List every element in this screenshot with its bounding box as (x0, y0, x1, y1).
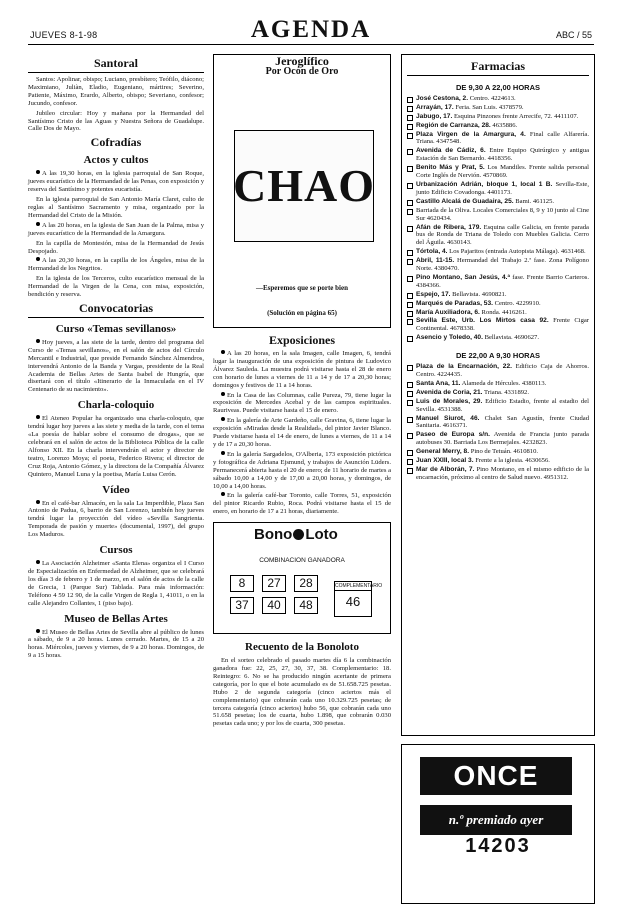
pharmacy-item (407, 300, 589, 308)
pharmacy-address: Juan XXIII, local 3. (416, 457, 474, 465)
pharmacy-address: Luis de Morales, 29. (416, 397, 483, 405)
pharmacy-item (407, 131, 589, 147)
pharmacy-address: Manuel Siurot, 46. (416, 414, 480, 422)
santoral-text: Santos: Apolinar, obispo; Luciano, presbítero; Teófilo, diácono; Maximiano, Juliàn, Eladio, Eugeniano, mártires; Severino, Patiente, Máximo, Erardo, Alberto, obispo; Severiano, confesor; Jucundo, confesor. (28, 76, 204, 107)
pharmacy-address: Mar de Alborán, 7. (416, 465, 475, 473)
pharmacy-item (407, 104, 589, 112)
pharmacy-details: Centro. 4229910. (494, 299, 541, 307)
expo-item: En la galería de Arte Gardeño, calle Gravina, 6, tiene lugar la exposición «Miradas desde la Realidad», del pintor Javier Blanco. Puede visitarse hasta el 14 de enero, de lunes a viernes, de 11 a 14 y de 17 a 20,30 horas. (213, 417, 391, 448)
pharmacy-details: Barriada de la Oliva. Locales Comerciales 8, 9 y 10 junto al Cine Sur 4620434. (416, 206, 589, 222)
pharmacy-item (407, 274, 589, 290)
pharmacy-address: José Cestona, 2. (416, 94, 469, 102)
column-santoral (28, 54, 204, 662)
pharmacy-item (407, 224, 589, 248)
combinacion-label: COMBINACION GANADORA (259, 557, 345, 565)
pharmacy-details: Avenida de Francia junto parada autobuses 30. Barriada Los Bermejales. 4232823. (416, 431, 589, 447)
once-logo: ONCE (420, 757, 572, 795)
acto-item: A las 20,30 horas, en la capilla de los Ángeles, misa de la Hermandad de los Negritos. (28, 257, 204, 273)
pharmacy-item (407, 389, 589, 397)
recuento-text: En el sorteo celebrado el pasado martes día 6 la combinación ganadora fue: 22, 25, 27, 30, 37, 38. Complementario: 18. Reintegro: 6. No se ha producido ningún acertante de primera categoría, por lo que el bote acumulado es de 51.658.725 pesetas. Hubo 2 de segunda categoría (cinco aciertos más el complementario) que cobrarán cada uno 10.329.725 pesetas; de tercera categoría (cinco aciertos) hubo 56, que cobrarán cada uno 51.658 pesetas; los de cuarta, hubo 1.898, que cobrarán 0.030 pesetas cada uno; y por los de cuarta, 300 pesetas. (213, 657, 391, 728)
charla-text: El Ateneo Popular ha organizado una charla-coloquio, que tendrá lugar hoy jueves a las siete y media de la tarde, con el tema «La poesía de hablar sobre el consumo de drogas», que se celebrará en el salón de actos de la Biblioteca Pública de la calle Alfonso XII. En la charla intervendrán el actor y director de teatro, Lorenzo Moya; el poeta, Federico Rivera; el director de Cruz Roja, Antonio Gómez, y la directora de la Compañía Álvarez Quintero, Manuel Luna y la poetisa, María Luisa Cerón. (28, 415, 204, 478)
winning-number: 37 (230, 597, 254, 614)
pharmacy-item (407, 466, 589, 482)
pharmacy-details: Los Mandiles. Frente salida personal Corte Inglés de Nervión. 4570869. (416, 164, 589, 180)
video-text: En el café-bar Almacén, en la sala La Imperdible, Plaza San Antonio de Padua, 6, barrio de San Lorenzo, también hoy jueves tendrá lugar la proyección del vídeo «Sevilla Sangrienta. Temporada de pasión y muerte» (documental, 1997), del grupo Los Maduros. (28, 499, 204, 539)
pharmacy-details: Los Pajaritos (entrada Autopista Málaga). 4631468. (449, 248, 586, 256)
pharmacy-details: Feria. San Luis. 4378579. (455, 103, 524, 111)
pharmacy-address: Tórtola, 4. (416, 248, 448, 256)
pharmacy-item (407, 122, 589, 130)
pharmacy-details: Hermandad del Trabajo 2.ª fase. Zona Polígono Norte. 4380470. (416, 257, 590, 273)
section-title: AGENDA (250, 16, 372, 43)
pharmacy-address: Asencio y Toledo, 40. (416, 334, 483, 342)
jeroglifico-box (213, 54, 391, 328)
pharmacy-item (407, 398, 589, 414)
recuento-heading: Recuento de la Bonoloto (245, 641, 359, 654)
actos-heading: Actos y cultos (83, 154, 149, 167)
curso-heading: Curso «Temas sevillanos» (55, 322, 177, 335)
pharmacy-address: Avenida de Cádiz, 6. (416, 147, 486, 155)
pharmacy-details: Frente Cigar Continental. 4678338. (416, 317, 589, 333)
cursos-heading: Cursos (99, 544, 133, 557)
page-number: ABC / 55 (555, 30, 592, 40)
pharmacy-details: Pino Montano, en el mismo edificio de la encarnación, próximo al centro de Salud nuevo. 4951312. (416, 465, 589, 481)
acto-item: A las 19,30 horas, en la iglesia parroquial de San Roque, jueves eucarístico de la Hermandad de las Penas, con exposición y reserva del Santísimo y potentes eucaristía. (28, 170, 204, 194)
pharmacy-item (407, 198, 589, 206)
pharmacy-address: Pino Montano, San Jesús, 4.ª (416, 273, 510, 281)
pharmacy-details: Frente a la iglesia. 4630656. (475, 457, 550, 465)
pharmacy-item (407, 415, 589, 431)
farmacias-night-heading: DE 22,00 A 9,30 HORAS (455, 351, 541, 361)
pharmacy-address: Espejo, 17. (416, 290, 451, 298)
column-jeroglifico (213, 54, 391, 730)
pharmacy-address: Abril, 11-15. (416, 257, 455, 265)
pharmacy-item (407, 309, 589, 317)
pharmacy-details: Esquina Pinzones frente Arrecife, 72. 4411107. (453, 112, 579, 120)
pharmacy-details: Entre Equipo Quirúrgico y antigua Estación de San Bernardo. 4418356. (416, 147, 590, 163)
page-header (28, 18, 594, 45)
jeroglifico-caption: —Esperemos que se porte bien (255, 284, 349, 292)
cursos-text: La Asociación Alzheimer «Santa Elena» organiza el I Curso de Especialización en Enfermedad de Alzheimer, que se celebrará los días 3 de febrero y 1 de marzo, en el salón de actos de la calle de Grecia, 1 (Parque Sur) Tablada. Para más información: Teléfono 4 59 12 90, de la calle Virgen de Regla 1, 41011, o en la calle Alejandro Collantes, 1 (piso bajo). (28, 560, 204, 607)
acto-item: En la capilla de Montesión, misa de la Hermandad de Jesús Despojado. (28, 239, 204, 255)
pharmacy-address: Benito Más y Prat, 5. (416, 164, 485, 172)
winning-number: 8 (230, 575, 254, 592)
jeroglifico-solution: (Solución en página 65) (267, 309, 337, 317)
museo-text: El Museo de Bellas Artes de Sevilla abre al público de lunes a sábado, de 9 a 20 horas. Lunes cerrado. Martes, de 15 a 20 horas. Miércoles, jueves y viernes, de 9 a 20 horas. Domingos, de 9 a 15 horas. (28, 628, 204, 660)
expo-item: En la galería Sargadelos, O'Alberia, 173 exposición pictórica y fotográfica de Adriana Ejsmund, y trabajos de Asunción Lüders. Permanecerá abierta hasta el 20 de enero; de 11 horario de martes a sábado 10,00 a 14,00 y de 17,00 a 20,00 horas, y domingos, de 10,00 a 14,00 horas. (213, 450, 391, 490)
pharmacy-details: Alameda de Hércules. 4380113. (461, 379, 547, 387)
winning-number: 28 (294, 575, 318, 592)
pharmacy-details: Ronda. 4416261. (481, 308, 527, 316)
expo-item: A las 20 horas, en la sala Imagen, calle Imagen, 6, tendrá lugar la inauguración de una exposición de pintura de Ludovico Álvarez Sauleda. La muestra podrá visitarse hasta el 28 de enero con horario de lunes a viernes de 11 a 14 y de 17 a 20,30 horas; domingos y festivos de 11 a 14 horas. (213, 350, 391, 389)
expo-item: En la galería café-bar Toronto, calle Torres, 51, exposición del pintor Ricardo Rubio, Roca. Podrá visitarse hasta el 15 de enero, en horario de 17 a 21 horas, diariamente. (213, 492, 391, 516)
pharmacy-address: Jabugo, 17. (416, 112, 453, 120)
video-heading: Vídeo (102, 483, 130, 496)
museo-heading: Museo de Bellas Artes (64, 612, 168, 625)
pharmacy-details: Bami. 461125. (515, 197, 555, 205)
pharmacy-item (407, 257, 589, 273)
pharmacy-details: Esquina calle Galicia, en frente parada bus de Ronda de Triana de Toledo con Muebles Galicia. Cerro del Águila. 4630143. (416, 223, 589, 247)
pharmacy-details: Bellavista. 4690627. (484, 334, 539, 342)
cofradias-heading: Cofradías (90, 135, 142, 150)
pharmacy-item (407, 431, 589, 447)
expo-item: En la Casa de las Columnas, calle Pureza, 79, tiene lugar la exposición de Mercedes Acebal y de las campos espirituales. Rauriveas. Puede visitarse hasta el 15 de enero. (213, 391, 391, 415)
farmacias-day-heading: DE 9,30 A 22,00 HORAS (455, 83, 541, 92)
pharmacy-address: General Merry, 8. (416, 448, 470, 456)
pharmacy-address: Avenida de Coria, 21. (416, 388, 483, 396)
pharmacy-details: Edificio Caja de Ahorros. Centro. 4224435. (416, 363, 589, 378)
complementario-value: 46 (345, 594, 361, 610)
farmacias-box (401, 54, 595, 736)
issue-date: JUEVES 8-1-98 (30, 30, 98, 40)
pharmacy-item (407, 207, 589, 223)
once-winning-number: 14203 (465, 835, 531, 857)
acto-item: En la iglesia de los Terceros, culto eucarístico mensual de la Hermandad de la Virgen de la Cena, con misa, exposición, bendición y reserva. (28, 275, 204, 299)
pharmacy-item (407, 164, 589, 180)
pharmacy-details: Centro. 4224613. (469, 94, 516, 102)
pharmacy-address: Santa Ana, 11. (416, 379, 461, 387)
column-farmacias (401, 54, 595, 904)
pharmacy-item (407, 291, 589, 299)
pharmacy-details: Triana. 4331892. (483, 388, 529, 396)
pharmacy-item (407, 113, 589, 121)
curso-text: Hoy jueves, a las siete de la tarde, dentro del programa del Curso de «Temas sevillanos», en el salón de actos del Círculo Mercantil e Industrial, que preside Fernando Sánchez Almendros, intervendrá Antonio de la Banda y Vargas, presidente de la Real Academia de Bellas Artes de Santa Isabel de Hungría, que disertará con el título «Itinerario de la Inmaculada en el IV Centenario de su nacimiento». (28, 338, 204, 394)
exposiciones-heading: Exposiciones (268, 333, 335, 347)
pharmacy-item (407, 448, 589, 456)
pharmacy-address: María Auxiliadora, 6. (416, 308, 480, 316)
pharmacy-details: Sevilla-Este, junto Edificio Covadonga. 4401173. (416, 180, 589, 196)
pharmacy-address: Plaza de la Encarnación, 22. (416, 363, 512, 371)
jeroglifico-image: CHAO (234, 130, 374, 242)
pharmacy-address: Paseo de Europa s/n. (416, 431, 490, 439)
pharmacy-details: Final calle Alfarería. Triana. 4347548. (416, 130, 589, 146)
pharmacy-item (407, 147, 589, 163)
pharmacy-item (407, 380, 589, 388)
once-premiado-label: n.º premiado ayer (420, 805, 572, 835)
winning-number: 48 (294, 597, 318, 614)
pharmacy-item (407, 457, 589, 465)
farmacias-night-list (407, 363, 589, 482)
acto-item: En la iglesia parroquial de San Antonio María Claret, culto de reglas al Santísimo Sacramento y misa, organizado por la Hermandad del Cristo de la Misión. (28, 196, 204, 219)
jeroglifico-heading: Jeroglífico (275, 54, 329, 68)
pharmacy-address: Arrayán, 17. (416, 103, 454, 111)
pharmacy-address: Urbanización Adrián, bloque 1, local 1 B. (416, 180, 553, 188)
pharmacy-address: Sevilla Este, Urb. Los Mirtos casa 92. (416, 317, 549, 325)
convocatorias-heading: Convocatorias (28, 301, 204, 318)
farmacias-heading: Farmacias (407, 59, 589, 76)
pharmacy-details: Pino de Tetuán. 4610810. (470, 448, 539, 456)
pharmacy-details: Bellavista. 4690821. (452, 290, 507, 298)
pharmacy-item (407, 95, 589, 103)
pharmacy-details: fase. Frente Barrio Carteros. 4384366. (416, 273, 589, 289)
pharmacy-item (407, 248, 589, 256)
winning-number: 27 (262, 575, 286, 592)
farmacias-day-list (407, 95, 589, 342)
complementario-box (334, 581, 383, 617)
pharmacy-item (407, 363, 589, 379)
pharmacy-details: Edificio Estadio, frente al estadio del Sevilla. 4531388. (416, 397, 589, 413)
bonoloto-logo: Bono Loto (254, 526, 338, 544)
pharmacy-item (407, 317, 589, 333)
acto-item: A las 20 horas, en la iglesia de San Juan de la Palma, misa y jueves eucarístico de la Hermandad de la Amargura. (28, 221, 204, 237)
jubileo-text: Jubileo circular: Hoy y mañana por la Hermandad del Santísimo Cristo de las Aguas y Nuestra Señora de Guadalupe. Calle Dos de Mayo. (28, 109, 204, 133)
bonoloto-box (213, 522, 391, 634)
charla-heading: Charla-coloquio (77, 399, 155, 412)
pharmacy-item (407, 334, 589, 342)
once-box (401, 744, 595, 904)
santoral-heading: Santoral (28, 56, 204, 73)
pharmacy-item (407, 181, 589, 197)
pharmacy-address: Región de Carranza, 28. (416, 121, 491, 129)
pharmacy-address: Plaza Virgen de la Amargura, 4. (416, 130, 526, 138)
complementario-label: COMPLEMENTARIO (335, 583, 383, 590)
pharmacy-address: Marqués de Paradas, 53. (416, 299, 493, 307)
pharmacy-details: 4635886. (492, 121, 518, 129)
winning-number: 40 (262, 597, 286, 614)
pharmacy-address: Afán de Ribera, 179. (416, 223, 482, 231)
pharmacy-details: Chalet San Agustín, frente Ciudad Sanitaria. 4616371. (416, 414, 589, 430)
pharmacy-address: Castillo Alcalá de Guadaira, 25. (416, 197, 514, 205)
jeroglifico-author: Por Ocón de Oro (265, 65, 339, 77)
